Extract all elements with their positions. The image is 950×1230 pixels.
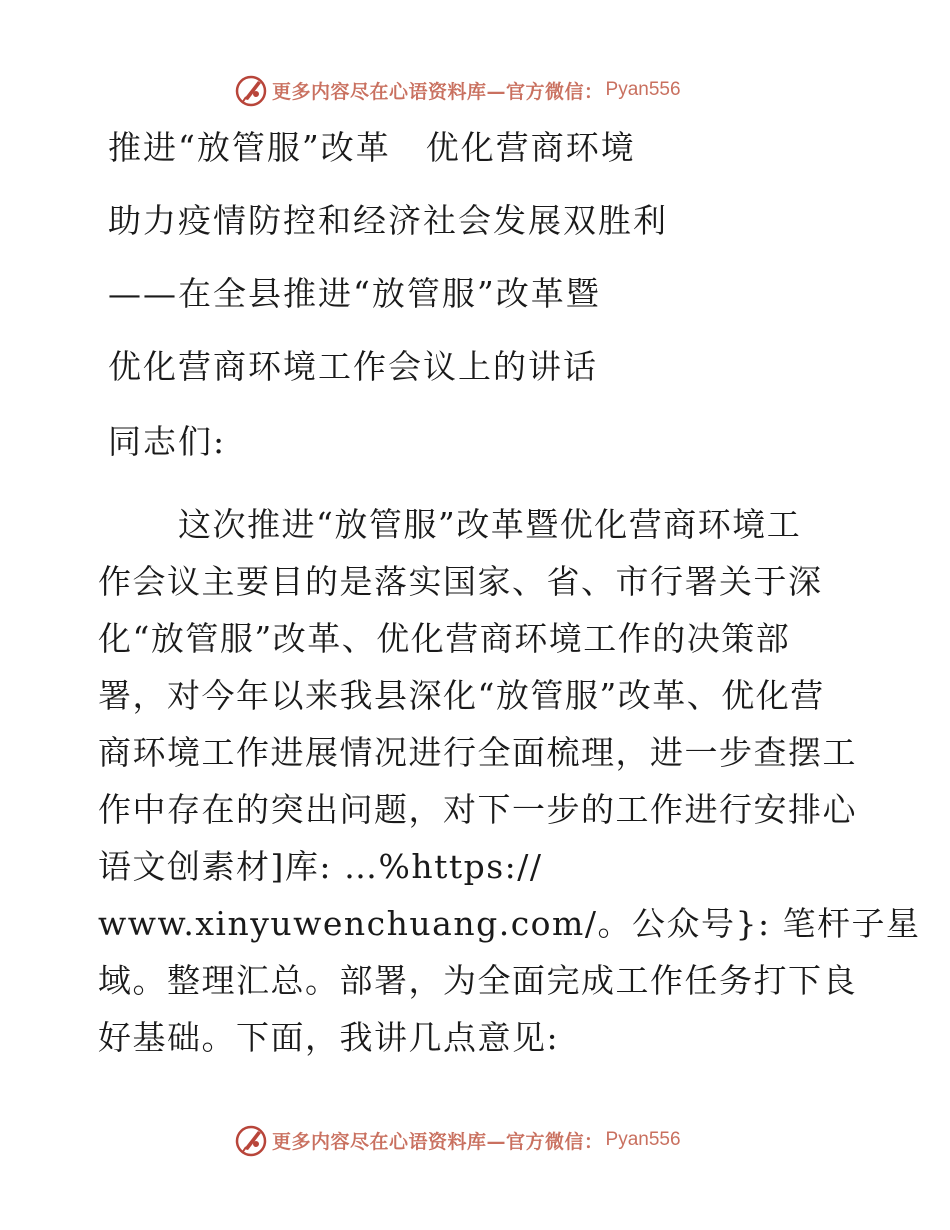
paragraph-line: 署，对今年以来我县深化“放管服”改革、优化营 <box>98 676 825 715</box>
paragraph-line: 这次推进“放管服”改革暨优化营商环境工 <box>178 505 802 544</box>
title-line-1: 推进“放管服”改革 优化营商环境 <box>108 128 636 167</box>
paragraph-line: 语文创素材]库: …%https:// <box>98 847 543 886</box>
paragraph-line: 域。整理汇总。部署，为全面完成工作任务打下良 <box>98 961 857 1000</box>
paragraph-line: 好基础。下面，我讲几点意见: <box>98 1018 560 1057</box>
quill-logo-icon <box>234 1123 268 1157</box>
watermark-handle: Pyan556 <box>605 79 681 100</box>
paragraph-line: 作中存在的突出问题，对下一步的工作进行安排心 <box>98 790 857 829</box>
watermark-text: 更多内容尽在心语资料库—官方微信： <box>272 1130 604 1153</box>
watermark-handle: Pyan556 <box>605 1129 681 1150</box>
salutation: 同志们: <box>108 422 227 461</box>
paragraph-line: www.xinyuwenchuang.com/。公众号}: 笔杆子星 <box>98 904 921 943</box>
speech-paragraph <box>98 496 921 1066</box>
title-line-4: 优化营商环境工作会议上的讲话 <box>108 347 598 386</box>
watermark-banner-bottom <box>234 1120 681 1160</box>
quill-logo-icon <box>234 73 268 107</box>
paragraph-line: 化“放管服”改革、优化营商环境工作的决策部 <box>98 619 791 658</box>
title-line-3: ——在全县推进“放管服”改革暨 <box>108 274 601 313</box>
watermark-banner-top <box>234 70 681 110</box>
paragraph-line: 商环境工作进展情况进行全面梳理，进一步查摆工 <box>98 733 857 772</box>
watermark-text: 更多内容尽在心语资料库—官方微信： <box>272 80 604 103</box>
title-line-2: 助力疫情防控和经济社会发展双胜利 <box>108 201 668 240</box>
paragraph-line: 作会议主要目的是落实国家、省、市行署关于深 <box>98 562 823 601</box>
